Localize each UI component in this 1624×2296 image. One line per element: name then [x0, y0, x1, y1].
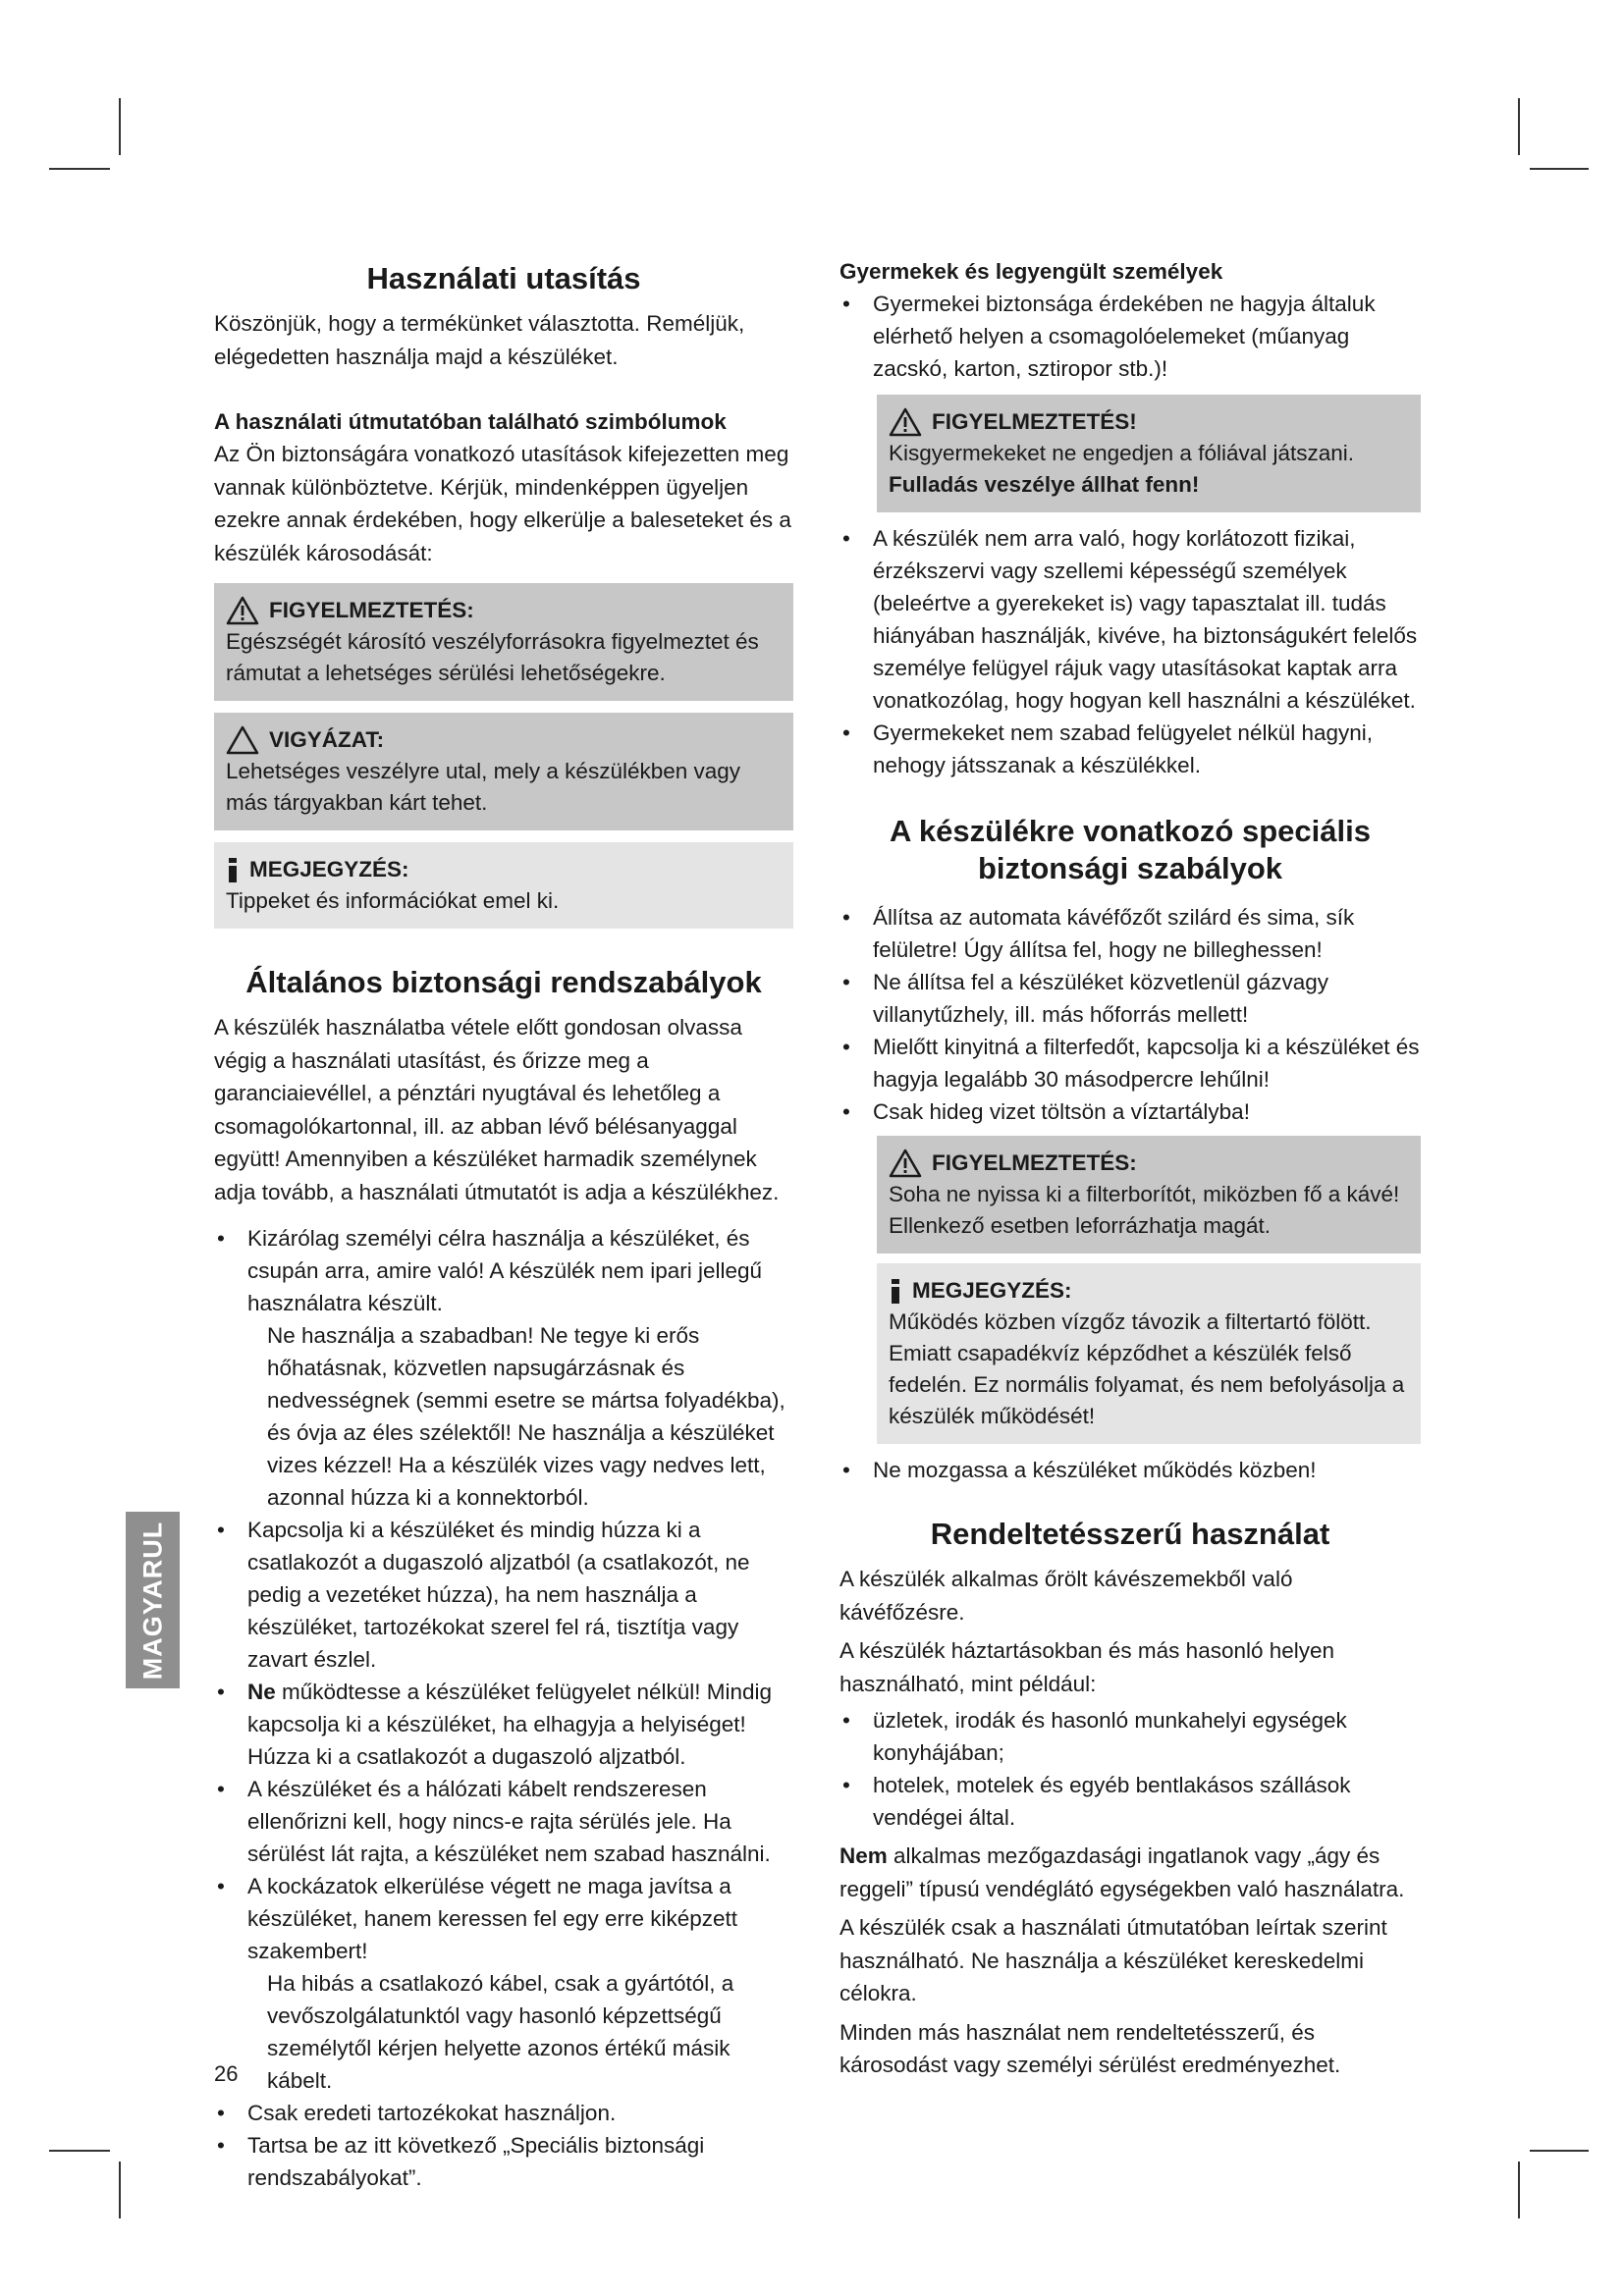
crop-mark [1530, 168, 1589, 170]
note-box-title: MEGJEGYZÉS: [249, 857, 409, 881]
warning-box-text: Soha ne nyissa ki a filterborítót, miközben fő a kávé! Ellenkező esetben leforrázhatja magát. [889, 1182, 1400, 1238]
crop-mark [1530, 2150, 1589, 2152]
info-icon [226, 855, 240, 884]
list-item: • Gyermekeket nem szabad felügyelet nélkül hagyni, nehogy játsszanak a készülékkel. [839, 717, 1421, 781]
general-safety-title: Általános biztonsági rendszabályok [245, 965, 762, 999]
list-item: • Mielőtt kinyitná a filterfedőt, kapcsolja ki a készüléket és hagyja legalább 30 másodpercre lehűlni! [839, 1031, 1421, 1095]
list-item: • Állítsa az automata kávéfőzőt szilárd és sima, sík felületre! Úgy állítsa fel, hogy ne billeghessen! [839, 901, 1421, 966]
crop-mark [1518, 2162, 1520, 2218]
children-list [839, 288, 1421, 385]
warning-box-2 [877, 1136, 1421, 1254]
intended-use-list [839, 1704, 1421, 1834]
intro-text: Köszönjük, hogy a termékünket választotta. Reméljük, elégedetten használja majd a készüléket. [214, 311, 745, 369]
warning-box-title: FIGYELMEZTETÉS! [932, 409, 1137, 434]
warning-box [214, 583, 793, 701]
intended-use-text-4: A készülék csak a használati útmutatóban leírtak szerint használható. Ne használja a készüléket kereskedelmi célokra. [839, 1915, 1387, 2005]
list-item: • Ne működtesse a készüléket felügyelet nélkül! Mindig kapcsolja ki a készüléket, ha elhagyja a helyiséget! Húzza ki a csatlakozót a dugaszoló aljzatból. [214, 1676, 793, 1773]
intended-use-text-3: Nem alkalmas mezőgazdasági ingatlanok vagy „ágy és reggeli” típusú vendéglátó egységekben való használatra. [839, 1843, 1405, 1901]
note-box-text: Tippeket és információkat emel ki. [226, 888, 560, 913]
children-list-2 [839, 522, 1421, 781]
right-column [839, 250, 1421, 2082]
warning-triangle-icon [889, 407, 922, 437]
list-item: • Tartsa be az itt következő „Speciális biztonsági rendszabályokat”. [214, 2129, 793, 2194]
intended-use-text-2: A készülék háztartásokban és más hasonló helyen használható, mint például: [839, 1638, 1335, 1696]
list-item: • A készüléket és a hálózati kábelt rendszeresen ellenőrizni kell, hogy nincs-e rajta sérülés jele. Ha sérülést lát rajta, a készüléket nem szabad használni. [214, 1773, 793, 1870]
special-safety-list [839, 901, 1421, 1128]
intended-use-text-5: Minden más használat nem rendeltetésszerű, és károsodást vagy személyi sérülést eredményezhet. [839, 2019, 1341, 2077]
crop-mark [119, 2162, 121, 2218]
info-icon [889, 1276, 902, 1306]
warning-box-text: Kisgyermekeket ne engedjen a fóliával játszani. Fulladás veszélye állhat fenn! [889, 441, 1355, 497]
symbols-heading: A használati útmutatóban található szimbólumok [214, 409, 727, 434]
list-item: • A készülék nem arra való, hogy korlátozott fizikai, érzékszervi vagy szellemi képességű személyek (beleértve a gyerekeket is) vagy tapasztalat ill. tudás hiányában használják, kivéve, ha biztonságukért felelős személye felügyel rájuk vagy utasításokat kaptak arra vonatkozólag, hogy hogyan kell használni a készüléket. [839, 522, 1421, 717]
general-safety-text: A készülék használatba vétele előtt gondosan olvassa végig a használati utasítást, és őrizze meg a garanciaievéllel, a pénztári nyugtával és lehetőleg a csomagolókartonnal, ill. az abban lévő bélésanyaggal együtt! Amennyiben a készüléket harmadik személynek adja tovább, a használati útmutatót is adja a készülékhez. [214, 1015, 780, 1204]
crop-mark [49, 168, 110, 170]
page-title: Használati utasítás [366, 261, 641, 295]
list-item: • hotelek, motelek és egyéb bentlakásos szállások vendégei által. [839, 1769, 1421, 1834]
crop-mark [49, 2150, 110, 2152]
list-item: • Gyermekei biztonsága érdekében ne hagyja általuk elérhető helyen a csomagolóelemeket (műanyag zacskó, karton, sztiropor stb.)! [839, 288, 1421, 385]
caution-box-text: Lehetséges veszélyre utal, mely a készülékben vagy más tárgyakban kárt tehet. [226, 759, 741, 815]
list-item: • üzletek, irodák és hasonló munkahelyi egységek konyhájában; [839, 1704, 1421, 1769]
crop-mark [119, 98, 121, 155]
warning-box [877, 395, 1421, 512]
caution-box-title: VIGYÁZAT: [269, 727, 385, 752]
symbols-text: Az Ön biztonságára vonatkozó utasítások kifejezetten meg vannak különböztetve. Kérjük, mindenképpen ügyeljen ezekre annak érdekében, hogy elkerülje a baleseteket és a készülék károsodását: [214, 442, 791, 565]
note-box-title: MEGJEGYZÉS: [912, 1278, 1072, 1303]
general-safety-list [214, 1222, 793, 2194]
intended-use-title: Rendeltetésszerű használat [930, 1517, 1330, 1551]
note-box [214, 842, 793, 929]
left-column [214, 250, 793, 2194]
warning-triangle-icon [889, 1148, 922, 1178]
caution-triangle-icon [226, 725, 259, 755]
warning-box-text: Egészségét károsító veszélyforrásokra figyelmeztet és rámutat a lehetséges sérülési lehetőségekre. [226, 629, 759, 685]
children-heading: Gyermekek és legyengült személyek [839, 259, 1223, 284]
note-box-text: Működés közben vízgőz távozik a filtertartó fölött. Emiatt csapadékvíz képződhet a készülék felső fedelén. Ez normális folyamat, és nem befolyásolja a készülék működését! [889, 1309, 1405, 1428]
page-number: 26 [214, 2061, 239, 2086]
language-side-tab [126, 1512, 180, 1688]
list-item: • Ne állítsa fel a készüléket közvetlenül gázvagy villanytűzhely, ill. más hőforrás mellett! [839, 966, 1421, 1031]
list-item: • Csak eredeti tartozékokat használjon. [214, 2097, 793, 2129]
list-item: • A kockázatok elkerülése végett ne maga javítsa a készüléket, hanem keressen fel egy erre kiképzett szakembert! Ha hibás a csatlakozó kábel, csak a gyártótól, a vevőszolgálatunktól vagy hasonló képzettségű személytől kérjen helyette azonos értékű másik kábelt. [214, 1870, 793, 2097]
language-label: MAGYARUL [137, 1521, 168, 1680]
warning-box-title: FIGYELMEZTETÉS: [269, 598, 474, 622]
list-item: • Kapcsolja ki a készüléket és mindig húzza ki a csatlakozót a dugaszoló aljzatból (a csatlakozót, ne pedig a vezetéket húzza), ha nem használja a készüléket, tartozékokat szerel fel rá, tisztítja vagy zavart észlel. [214, 1514, 793, 1676]
note-box [877, 1263, 1421, 1444]
list-item: • Ne mozgassa a készüléket működés közben! [839, 1454, 1421, 1486]
list-item: • Kizárólag személyi célra használja a készüléket, és csupán arra, amire való! A készülék nem ipari jellegű használatra készült. Ne használja a szabadban! Ne tegye ki erős hőhatásnak, közvetlen napsugárzásnak és nedvességnek (semmi esetre se mártsa folyadékba), és óvja az éles szélektől! Ne használja a készüléket vizes kézzel! Ha a készülék vizes vagy nedves lett, azonnal húzza ki a konnektorból. [214, 1222, 793, 1514]
warning-box-title: FIGYELMEZTETÉS: [932, 1150, 1137, 1175]
intended-use-text-1: A készülék alkalmas őrölt kávészemekből való kávéfőzésre. [839, 1567, 1293, 1625]
caution-box [214, 713, 793, 830]
warning-triangle-icon [226, 596, 259, 625]
crop-mark [1518, 98, 1520, 155]
special-safety-title: A készülékre vonatkozó speciális biztonsági szabályok [890, 814, 1371, 885]
list-item: • Csak hideg vizet töltsön a víztartályba! [839, 1095, 1421, 1128]
move-list [839, 1454, 1421, 1486]
